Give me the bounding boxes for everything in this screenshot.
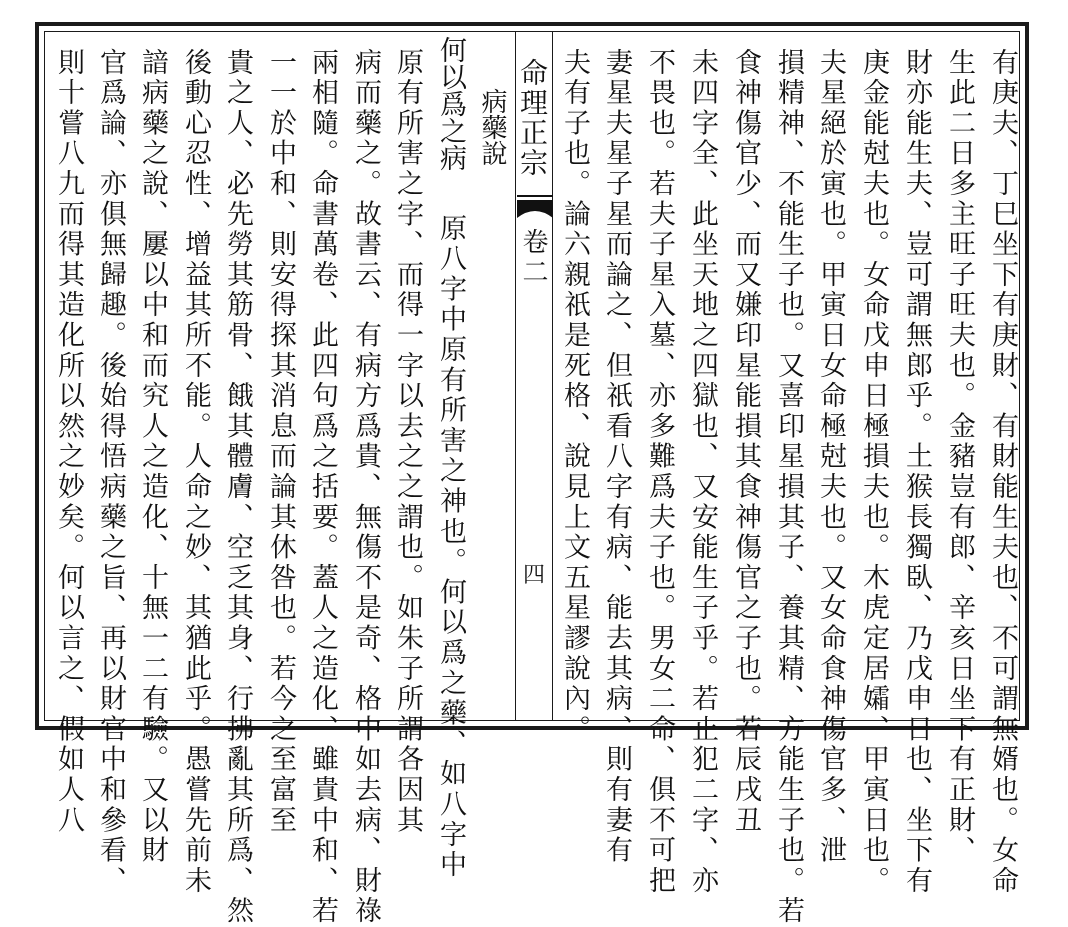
book-title: 命理正宗 bbox=[516, 58, 549, 178]
volume-label: 卷二 bbox=[518, 228, 548, 288]
section-heading: 何以爲之病 bbox=[435, 36, 466, 171]
text-column: 夫星絕於寅也。甲寅日女命極尅夫也。又女命食神傷官多、泄 bbox=[815, 48, 846, 867]
text-column: 官爲論、亦俱無歸趣。後始得悟病藥之旨、再以財官中和參看、 bbox=[95, 48, 126, 897]
text-column: 財亦能生夫、豈可謂無郎乎。土猴長獨臥、乃戊申日也、坐下有 bbox=[901, 48, 932, 897]
text-column: 庚金能尅夫也。女命戊申日極損夫也。木虎定居孀、甲寅日也。 bbox=[858, 48, 889, 897]
text-column: 原有所害之字、而得一字以去之之謂也。如朱子所謂各因其 bbox=[392, 48, 423, 836]
text-column: 有庚夫、丁巳坐下有庚財、有財能生夫也、不可謂無婿也。女命 bbox=[987, 48, 1018, 897]
fish-tail-mark-icon bbox=[517, 194, 553, 224]
spine-right-rule bbox=[552, 32, 553, 720]
text-column: 損精神、不能生子也。又喜印星損其子、養其精、方能生子也。若 bbox=[773, 48, 804, 927]
text-column: 生此二日多主旺子旺夫也。金豬豈有郎、辛亥日坐下有正財、 bbox=[944, 48, 975, 867]
text-column: 食神傷官少、而又嫌印星能損其食神傷官之子也。若辰戌丑 bbox=[730, 48, 761, 836]
section-title: 病藥說 bbox=[477, 88, 507, 166]
text-column: 原八字中原有所害之神也。何以爲之藥、如八字中 bbox=[435, 214, 466, 881]
text-column: 則十嘗八九而得其造化所以然之妙矣。何以言之、假如人八 bbox=[53, 48, 84, 836]
text-column: 後動心忍性、增益其所不能。人命之妙、其猶此乎。愚嘗先前未 bbox=[180, 48, 211, 897]
text-column: 一一於中和、則安得探其消息而論其休咎也。若今之至富至 bbox=[265, 48, 296, 836]
text-column: 病而藥之。故書云、有病方爲貴、無傷不是奇、格中如去病、財祿 bbox=[350, 48, 381, 927]
text-column: 夫有子也。論六親祇是死格、說見上文五星謬說內。 bbox=[559, 48, 590, 745]
text-column: 諳病藥之說、屢以中和而究人之造化、十無一二有驗。又以財 bbox=[137, 48, 168, 867]
text-column: 妻星夫星子星而論之、但祇看八字有病、能去其病、則有妻有 bbox=[601, 48, 632, 867]
text-column: 不畏也。若夫子星入墓、亦多難爲夫子也。男女二命、俱不可把 bbox=[644, 48, 675, 897]
text-column: 兩相隨。命書萬卷、此四句爲之括要。蓋人之造化、雖貴中和、若 bbox=[307, 48, 338, 927]
text-column: 未四字全、此坐天地之四獄也、又安能生子乎。若止犯二字、亦 bbox=[687, 48, 718, 897]
page-number: 四 bbox=[522, 563, 545, 588]
text-column: 貴之人、必先勞其筋骨、餓其體膚、空乏其身、行拂亂其所爲、然 bbox=[222, 48, 253, 927]
